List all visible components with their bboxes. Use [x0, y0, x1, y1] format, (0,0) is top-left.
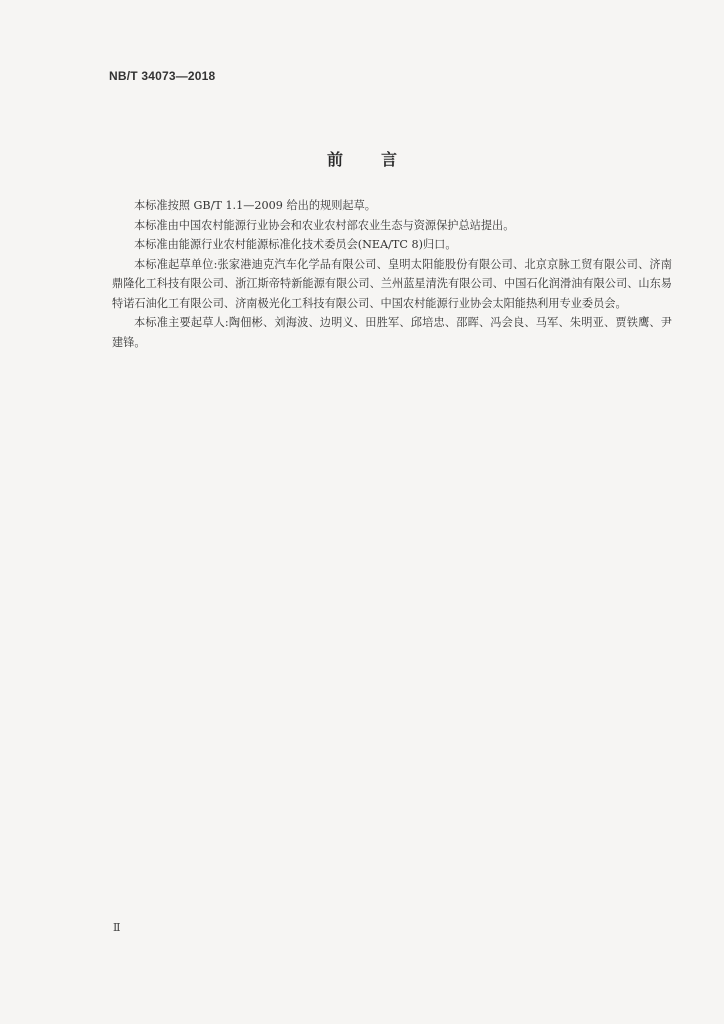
standard-number: NB/T 34073—2018: [109, 69, 216, 83]
paragraph-drafting-rules: 本标准按照 GB/T 1.1—2009 给出的规则起草。: [134, 199, 376, 212]
paragraph-proposer: 本标准由中国农村能源行业协会和农业农村部农业生态与资源保护总站提出。: [134, 218, 515, 232]
paragraph-drafting-units: 本标准起草单位:张家港迪克汽车化学品有限公司、皇明太阳能股份有限公司、北京京脉工贸有限公司、济南鼎隆化工科技有限公司、浙江斯帝特新能源有限公司、兰州蓝星清洗有限公司、中国石化润滑油有限公司、山东易特诺石油化工有限公司、济南极光化工科技有限公司、中国农村能源行业协会太阳能热利用专业委员会。: [112, 257, 672, 310]
preface-body: [112, 196, 672, 352]
paragraph-drafters: 本标准主要起草人:陶佃彬、刘海波、边明义、田胜军、邱培忠、邵晖、冯会良、马军、朱明亚、贾铁鹰、尹建锋。: [112, 316, 672, 349]
paragraph-committee: 本标准由能源行业农村能源标准化技术委员会(NEA/TC 8)归口。: [134, 238, 457, 251]
section-title: 前言: [326, 150, 435, 169]
page-number: Ⅱ: [113, 921, 121, 934]
